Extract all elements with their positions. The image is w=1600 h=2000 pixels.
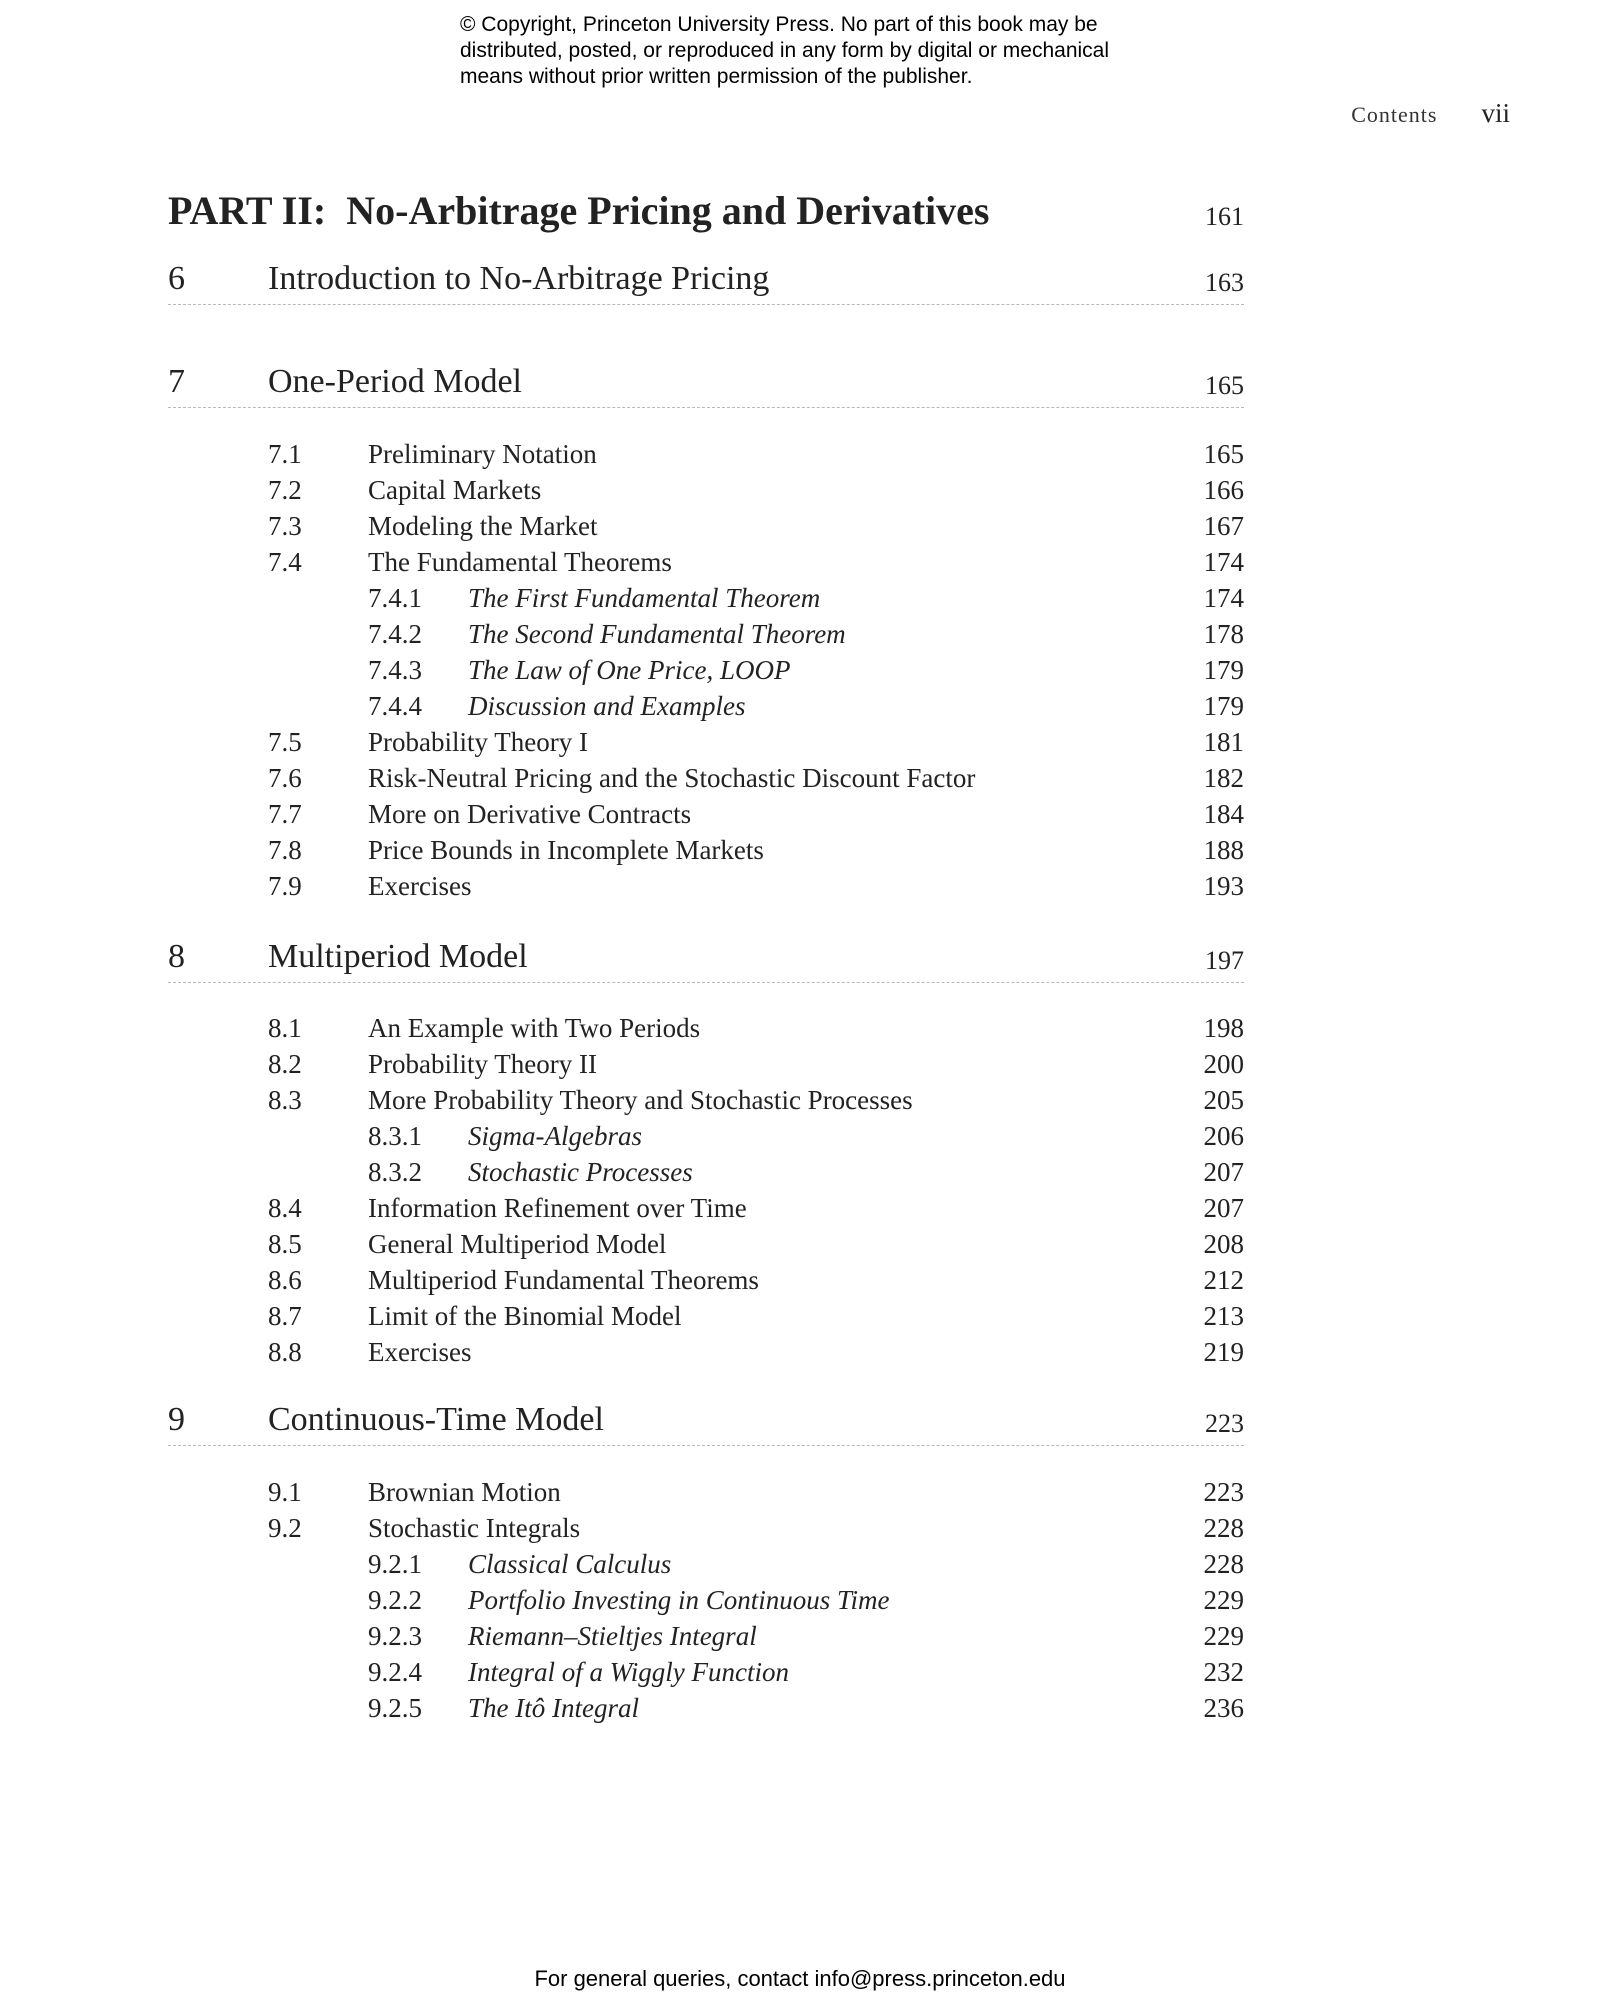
toc-subentry [168, 652, 1244, 688]
section-title: Multiperiod Fundamental Theorems [368, 1265, 759, 1295]
copyright-notice [460, 12, 1220, 90]
copyright-line: means without prior written permission of the publisher. [460, 65, 973, 88]
section-page-number: 174 [1203, 547, 1244, 577]
part-label: PART II: [168, 188, 327, 233]
section-number: 7.9 [268, 871, 302, 901]
section-title: Probability Theory II [368, 1049, 597, 1079]
toc-subentry [168, 1654, 1244, 1690]
toc-subentry [168, 1618, 1244, 1654]
toc-subentry [168, 1118, 1244, 1154]
section-page-number: 219 [1203, 1337, 1244, 1367]
section-number: 7.5 [268, 727, 302, 757]
subsection-number: 9.2.2 [368, 1585, 422, 1615]
section-title: More Probability Theory and Stochastic Processes [368, 1085, 913, 1115]
chapter-title: Introduction to No-Arbitrage Pricing [268, 260, 770, 297]
running-head [1110, 98, 1510, 129]
section-page-number: 223 [1203, 1477, 1244, 1507]
section-title: The Fundamental Theorems [368, 547, 672, 577]
subsection-page-number: 206 [1203, 1121, 1244, 1151]
section-number: 8.2 [268, 1049, 302, 1079]
subsection-title: Classical Calculus [468, 1549, 672, 1579]
toc-subentry [168, 1582, 1244, 1618]
chapter-number: 6 [168, 260, 185, 297]
section-page-number: 188 [1203, 835, 1244, 865]
subsection-page-number: 179 [1203, 655, 1244, 685]
section-title: Preliminary Notation [368, 439, 597, 469]
toc-subentry [168, 1154, 1244, 1190]
toc-entry [168, 1510, 1244, 1546]
toc-entry [168, 724, 1244, 760]
chapter-page-number: 163 [1205, 268, 1244, 297]
subsection-number: 9.2.3 [368, 1621, 422, 1651]
section-page-number: 205 [1203, 1085, 1244, 1115]
chapter-title: Continuous-Time Model [268, 1401, 604, 1438]
chapter-page-number: 223 [1205, 1409, 1244, 1438]
section-title: Information Refinement over Time [368, 1193, 747, 1223]
chapter-title: Multiperiod Model [268, 938, 528, 975]
subsection-number: 9.2.5 [368, 1693, 422, 1723]
subsection-title: Portfolio Investing in Continuous Time [468, 1585, 890, 1615]
section-page-number: 166 [1203, 475, 1244, 505]
subsection-title: The Second Fundamental Theorem [468, 619, 846, 649]
part-page-number: 161 [1205, 202, 1244, 231]
section-number: 7.7 [268, 799, 302, 829]
section-page-number: 198 [1203, 1013, 1244, 1043]
toc-entry [168, 1226, 1244, 1262]
section-page-number: 165 [1203, 439, 1244, 469]
toc-entry [168, 832, 1244, 868]
section-page-number: 207 [1203, 1193, 1244, 1223]
subsection-page-number: 229 [1203, 1621, 1244, 1651]
chapter-number: 7 [168, 363, 185, 400]
subsection-title: The Itô Integral [468, 1693, 639, 1723]
subsection-title: Sigma-Algebras [468, 1121, 642, 1151]
toc-entry [168, 1262, 1244, 1298]
subsection-page-number: 207 [1203, 1157, 1244, 1187]
section-title: General Multiperiod Model [368, 1229, 667, 1259]
subsection-title: The First Fundamental Theorem [468, 583, 821, 613]
section-number: 7.1 [268, 439, 302, 469]
section-title: Probability Theory I [368, 727, 588, 757]
section-title: Limit of the Binomial Model [368, 1301, 682, 1331]
section-number: 8.6 [268, 1265, 302, 1295]
subsection-title: Integral of a Wiggly Function [468, 1657, 789, 1687]
chapter-number: 8 [168, 938, 185, 975]
subsection-number: 9.2.4 [368, 1657, 422, 1687]
section-page-number: 167 [1203, 511, 1244, 541]
section-page-number: 213 [1203, 1301, 1244, 1331]
section-number: 7.3 [268, 511, 302, 541]
subsection-page-number: 236 [1203, 1693, 1244, 1723]
toc-entry [168, 472, 1244, 508]
toc-subentry [168, 616, 1244, 652]
toc-entry [168, 1334, 1244, 1370]
section-page-number: 193 [1203, 871, 1244, 901]
subsection-number: 7.4.4 [368, 691, 422, 721]
toc-subentry [168, 688, 1244, 724]
section-title: Modeling the Market [368, 511, 598, 541]
section-number: 8.5 [268, 1229, 302, 1259]
chapter-heading [168, 259, 1244, 305]
subsection-title: Riemann–Stieltjes Integral [468, 1621, 757, 1651]
copyright-line: © Copyright, Princeton University Press. No part of this book may be [460, 13, 1098, 36]
chapter-heading [168, 362, 1244, 408]
section-title: Brownian Motion [368, 1477, 561, 1507]
toc-entry [168, 1082, 1244, 1118]
section-title: More on Derivative Contracts [368, 799, 692, 829]
chapter-heading [168, 937, 1244, 983]
toc-entry [168, 508, 1244, 544]
section-title: Price Bounds in Incomplete Markets [368, 835, 764, 865]
section-title: Exercises [368, 1337, 472, 1367]
section-title: Exercises [368, 871, 472, 901]
section-number: 7.2 [268, 475, 302, 505]
subsection-page-number: 179 [1203, 691, 1244, 721]
toc-entry [168, 1474, 1244, 1510]
toc-entry [168, 1046, 1244, 1082]
chapter-heading [168, 1400, 1244, 1446]
section-number: 8.3 [268, 1085, 302, 1115]
part-title: No-Arbitrage Pricing and Derivatives [346, 188, 990, 233]
subsection-page-number: 232 [1203, 1657, 1244, 1687]
chapter-number: 9 [168, 1401, 185, 1438]
footer-contact: For general queries, contact info@press.princeton.edu [534, 1966, 1066, 1991]
toc-entry [168, 868, 1244, 904]
toc-entry [168, 760, 1244, 796]
subsection-page-number: 174 [1203, 583, 1244, 613]
section-page-number: 184 [1203, 799, 1244, 829]
toc-entry [168, 1298, 1244, 1334]
running-head-label: Contents [1351, 102, 1438, 127]
section-number: 8.4 [268, 1193, 302, 1223]
chapter-page-number: 165 [1205, 371, 1244, 400]
subsection-page-number: 228 [1203, 1549, 1244, 1579]
part-heading [168, 188, 1244, 238]
subsection-title: Discussion and Examples [468, 691, 746, 721]
chapter-page-number: 197 [1205, 946, 1244, 975]
running-head-page-number: vii [1481, 98, 1510, 128]
toc-entry [168, 1010, 1244, 1046]
section-page-number: 181 [1203, 727, 1244, 757]
section-number: 8.8 [268, 1337, 302, 1367]
toc-subentry [168, 1690, 1244, 1726]
subsection-number: 7.4.3 [368, 655, 422, 685]
copyright-line: distributed, posted, or reproduced in any form by digital or mechanical [460, 39, 1110, 62]
subsection-page-number: 178 [1203, 619, 1244, 649]
subsection-title: Stochastic Processes [468, 1157, 693, 1187]
section-title: Stochastic Integrals [368, 1513, 581, 1543]
section-title: Capital Markets [368, 475, 542, 505]
subsection-number: 7.4.2 [368, 619, 422, 649]
section-page-number: 208 [1203, 1229, 1244, 1259]
section-number: 8.1 [268, 1013, 302, 1043]
subsection-page-number: 229 [1203, 1585, 1244, 1615]
section-number: 9.2 [268, 1513, 302, 1543]
section-page-number: 182 [1203, 763, 1244, 793]
subsection-number: 8.3.2 [368, 1157, 422, 1187]
section-title: Risk-Neutral Pricing and the Stochastic Discount Factor [368, 763, 976, 793]
section-page-number: 212 [1203, 1265, 1244, 1295]
section-title: An Example with Two Periods [368, 1013, 701, 1043]
subsection-number: 7.4.1 [368, 583, 422, 613]
section-number: 7.4 [268, 547, 302, 577]
section-number: 8.7 [268, 1301, 302, 1331]
toc-subentry [168, 1546, 1244, 1582]
toc-subentry [168, 580, 1244, 616]
toc-entry [168, 796, 1244, 832]
section-number: 7.8 [268, 835, 302, 865]
toc-entry [168, 1190, 1244, 1226]
subsection-number: 8.3.1 [368, 1121, 422, 1151]
section-number: 7.6 [268, 763, 302, 793]
section-page-number: 228 [1203, 1513, 1244, 1543]
section-page-number: 200 [1203, 1049, 1244, 1079]
toc-entry [168, 544, 1244, 580]
chapter-title: One-Period Model [268, 363, 523, 400]
section-number: 9.1 [268, 1477, 302, 1507]
subsection-number: 9.2.1 [368, 1549, 422, 1579]
toc-entry [168, 436, 1244, 472]
subsection-title: The Law of One Price, LOOP [468, 655, 791, 685]
